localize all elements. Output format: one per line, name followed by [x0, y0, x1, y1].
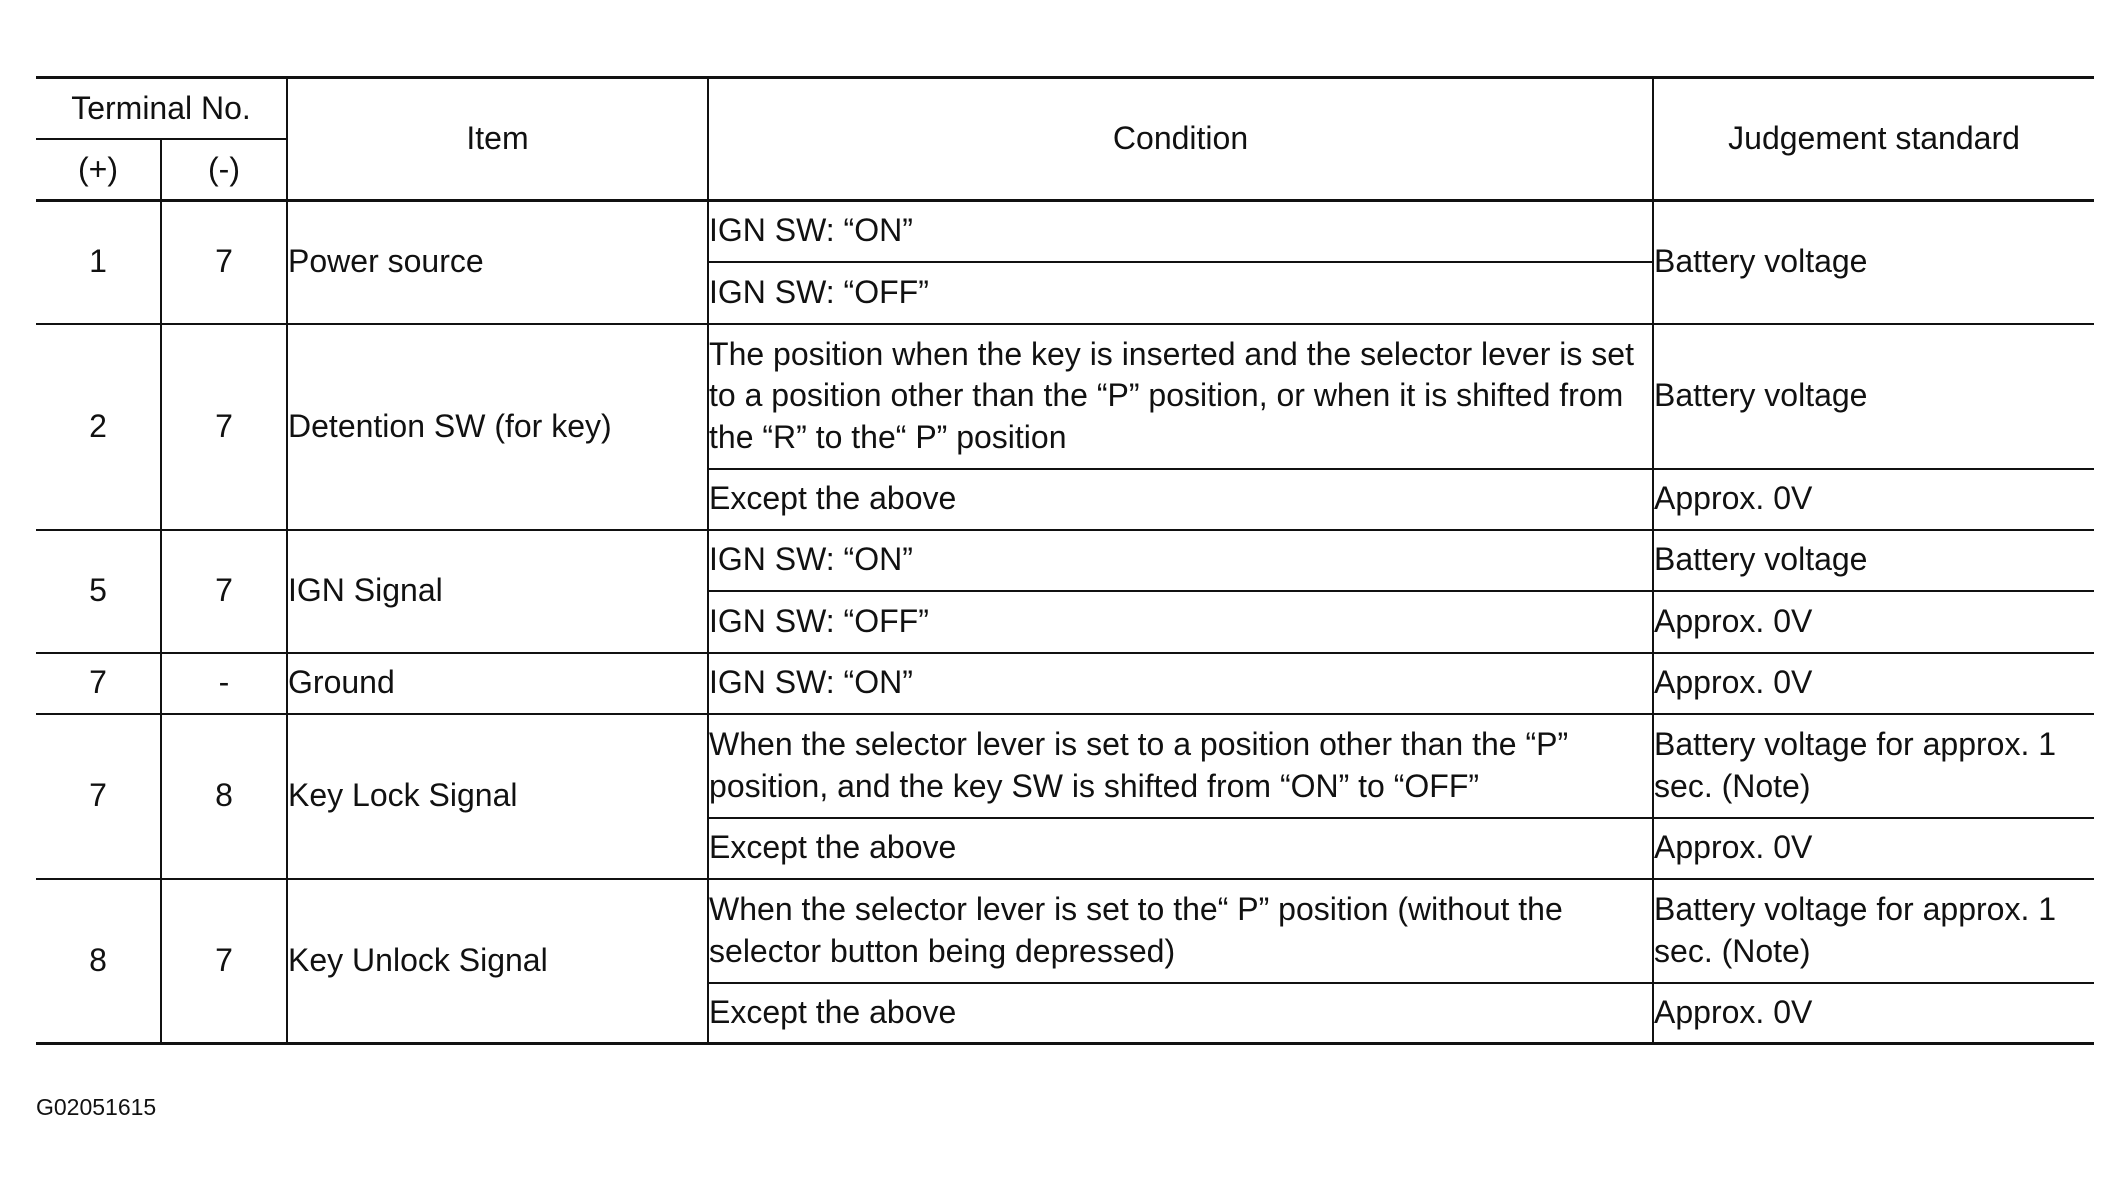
item-cell: Key Lock Signal: [287, 714, 708, 879]
table-row: [36, 201, 2094, 262]
condition-cell: IGN SW: “OFF”: [708, 591, 1653, 653]
judgement-cell: Approx. 0V: [1653, 591, 2094, 653]
figure-code: G02051615: [36, 1094, 157, 1120]
table-row: [36, 879, 2094, 983]
judgement-cell: Battery voltage: [1653, 530, 2094, 591]
header-condition: Condition: [708, 78, 1653, 201]
condition-cell: When the selector lever is set to the“ P” position (without the selector button being depressed): [708, 879, 1653, 983]
condition-cell: IGN SW: “ON”: [708, 201, 1653, 262]
condition-cell: Except the above: [708, 983, 1653, 1044]
judgement-cell: Battery voltage: [1653, 324, 2094, 469]
header-plus: (+): [36, 139, 161, 201]
condition-cell: Except the above: [708, 818, 1653, 879]
judgement-cell: Approx. 0V: [1653, 818, 2094, 879]
judgement-cell: Approx. 0V: [1653, 983, 2094, 1044]
table-row: [36, 653, 2094, 714]
item-cell: Detention SW (for key): [287, 324, 708, 530]
header-terminal-no: Terminal No.: [36, 78, 287, 140]
terminal-plus-cell: 5: [36, 530, 161, 653]
terminal-minus-cell: 7: [161, 879, 287, 1044]
table-row: [36, 714, 2094, 818]
terminal-minus-cell: 7: [161, 324, 287, 530]
condition-cell: IGN SW: “OFF”: [708, 262, 1653, 324]
condition-cell: IGN SW: “ON”: [708, 530, 1653, 591]
item-cell: Ground: [287, 653, 708, 714]
judgement-cell: Approx. 0V: [1653, 469, 2094, 530]
terminal-minus-cell: 7: [161, 201, 287, 324]
terminal-plus-cell: 7: [36, 653, 161, 714]
terminal-plus-cell: 7: [36, 714, 161, 879]
terminal-spec-table: [36, 76, 2094, 1045]
header-judgement-standard: Judgement standard: [1653, 78, 2094, 201]
judgement-cell: Battery voltage for approx. 1 sec. (Note): [1653, 879, 2094, 983]
item-cell: Key Unlock Signal: [287, 879, 708, 1044]
judgement-cell: Battery voltage for approx. 1 sec. (Note): [1653, 714, 2094, 818]
header-minus: (-): [161, 139, 287, 201]
judgement-cell: Battery voltage: [1653, 201, 2094, 324]
judgement-cell: Approx. 0V: [1653, 653, 2094, 714]
terminal-minus-cell: -: [161, 653, 287, 714]
table-row: [36, 324, 2094, 469]
condition-cell: Except the above: [708, 469, 1653, 530]
item-cell: Power source: [287, 201, 708, 324]
terminal-plus-cell: 8: [36, 879, 161, 1044]
terminal-minus-cell: 8: [161, 714, 287, 879]
terminal-minus-cell: 7: [161, 530, 287, 653]
condition-cell: The position when the key is inserted and the selector lever is set to a position other than the “P” position, or when it is shifted from the “R” to the“ P” position: [708, 324, 1653, 469]
condition-cell: IGN SW: “ON”: [708, 653, 1653, 714]
table-row: [36, 530, 2094, 591]
terminal-plus-cell: 2: [36, 324, 161, 530]
terminal-plus-cell: 1: [36, 201, 161, 324]
condition-cell: When the selector lever is set to a position other than the “P” position, and the key SW is shifted from “ON” to “OFF”: [708, 714, 1653, 818]
item-cell: IGN Signal: [287, 530, 708, 653]
header-item: Item: [287, 78, 708, 201]
